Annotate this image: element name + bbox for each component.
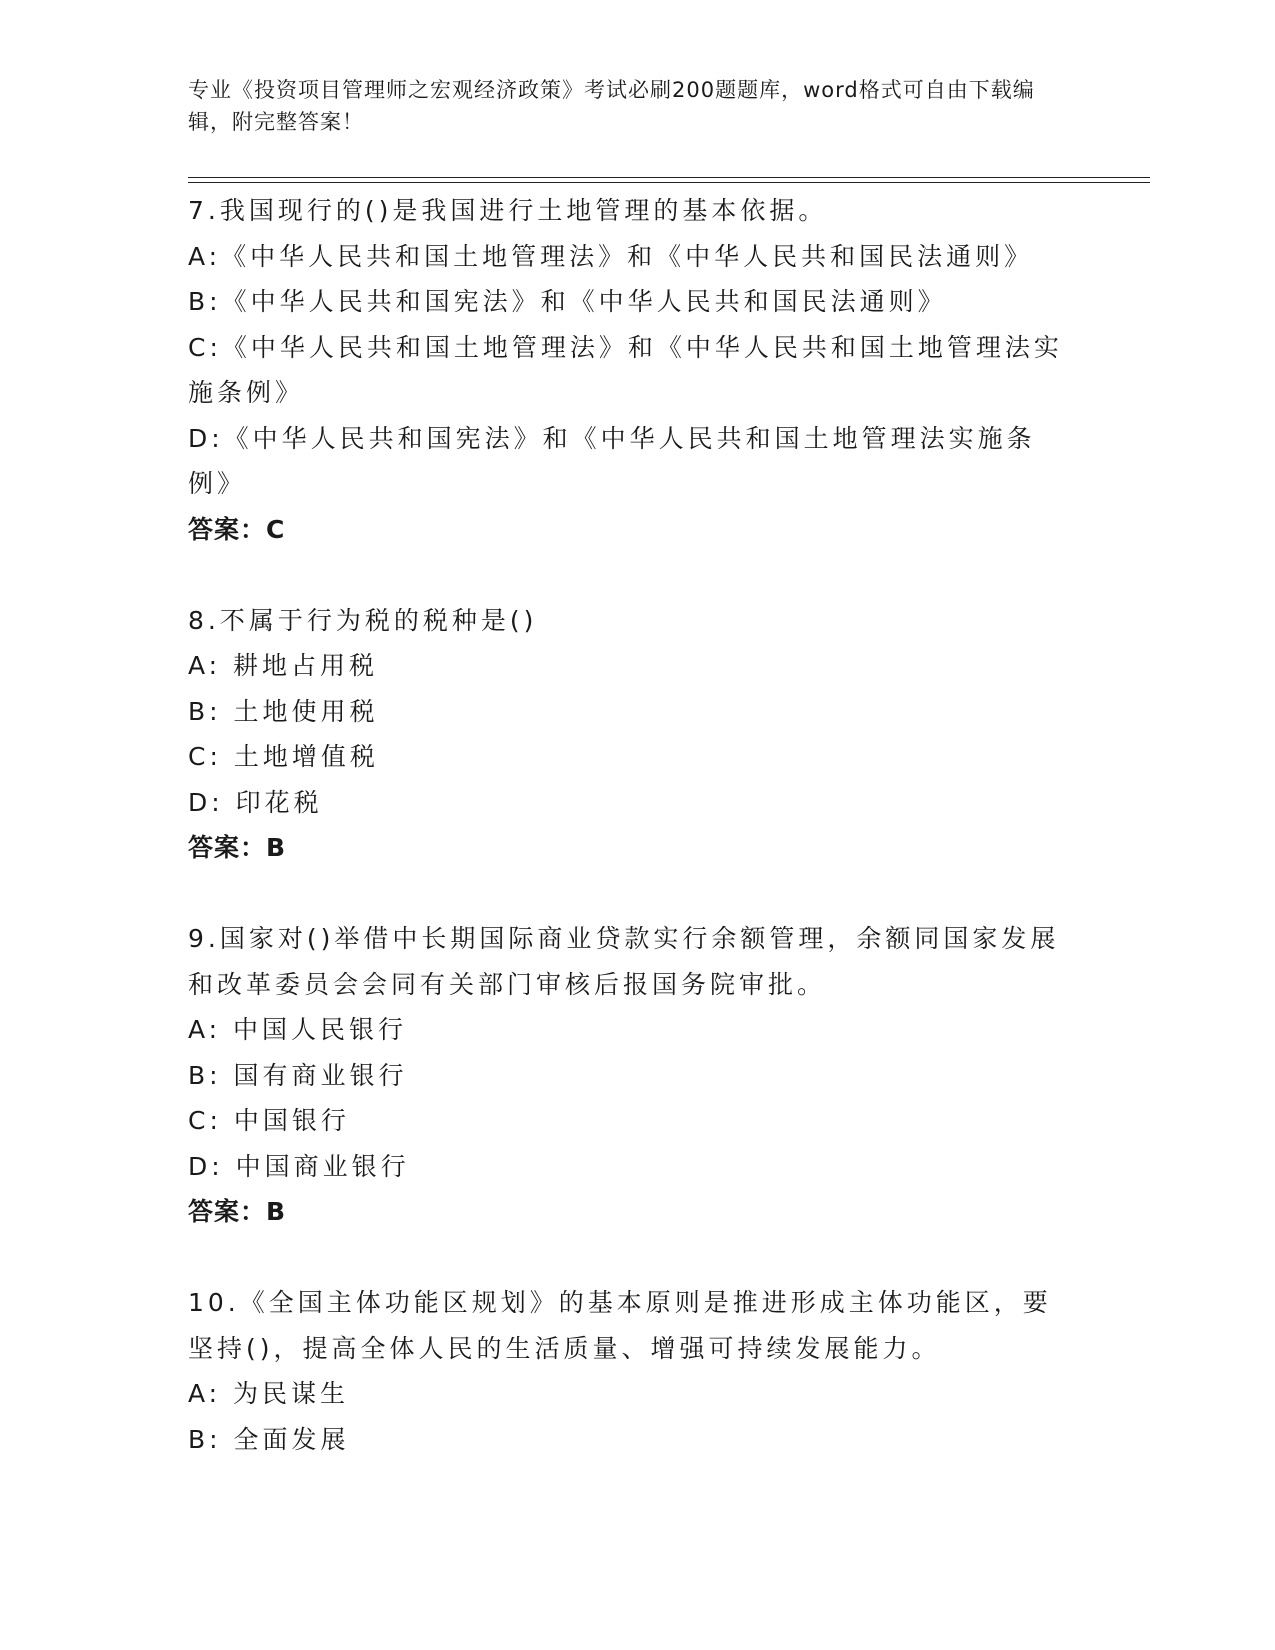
header-divider-bottom: [188, 182, 1150, 183]
option-c: C: 中国银行: [188, 1106, 350, 1135]
question-stem: 8.不属于行为税的税种是(): [188, 605, 538, 635]
option-b: B: 全面发展: [188, 1424, 350, 1454]
option-d: D: 印花税: [188, 787, 323, 817]
answer-label: 答案：B: [188, 833, 287, 862]
question-spacer: [188, 552, 1068, 598]
option-c: C: 土地增值税: [188, 742, 379, 771]
option-b: B: 国有商业银行: [188, 1060, 408, 1090]
option-a: A: 为民谋生: [188, 1379, 350, 1408]
question-list: [188, 188, 1068, 1462]
question-stem: 7.我国现行的()是我国进行土地管理的基本依据。: [188, 196, 828, 225]
answer-label: 答案：C: [188, 514, 286, 544]
question-block: [188, 916, 1068, 1235]
option-b: B:《中华人民共和国宪法》和《中华人民共和国民法通则》: [188, 287, 947, 316]
option-a: A:《中华人民共和国土地管理法》和《中华人民共和国民法通则》: [188, 241, 1034, 271]
question-block: [188, 598, 1068, 871]
option-b: B: 土地使用税: [188, 696, 379, 726]
question-stem: 9.国家对()举借中长期国际商业贷款实行余额管理，余额同国家发展和改革委员会会同有关部门审核后报国务院审批。: [188, 924, 1060, 999]
question-block: [188, 188, 1068, 552]
option-d: D: 中国商业银行: [188, 1151, 410, 1181]
option-c: C:《中华人民共和国土地管理法》和《中华人民共和国土地管理法实施条例》: [188, 332, 1063, 407]
question-stem: 10.《全国主体功能区规划》的基本原则是推进形成主体功能区，要坚持()，提高全体人民的生活质量、增强可持续发展能力。: [188, 1288, 1052, 1363]
option-a: A: 耕地占用税: [188, 651, 379, 680]
header-divider-top: [188, 177, 1150, 178]
option-a: A: 中国人民银行: [188, 1015, 408, 1044]
option-d: D:《中华人民共和国宪法》和《中华人民共和国土地管理法实施条例》: [188, 423, 1036, 498]
document-header: 专业《投资项目管理师之宏观经济政策》考试必刷200题题库，word格式可自由下载编辑，附完整答案！: [188, 78, 1035, 134]
answer-label: 答案：B: [188, 1197, 287, 1226]
question-spacer: [188, 871, 1068, 917]
question-block: [188, 1280, 1068, 1462]
question-spacer: [188, 1235, 1068, 1281]
